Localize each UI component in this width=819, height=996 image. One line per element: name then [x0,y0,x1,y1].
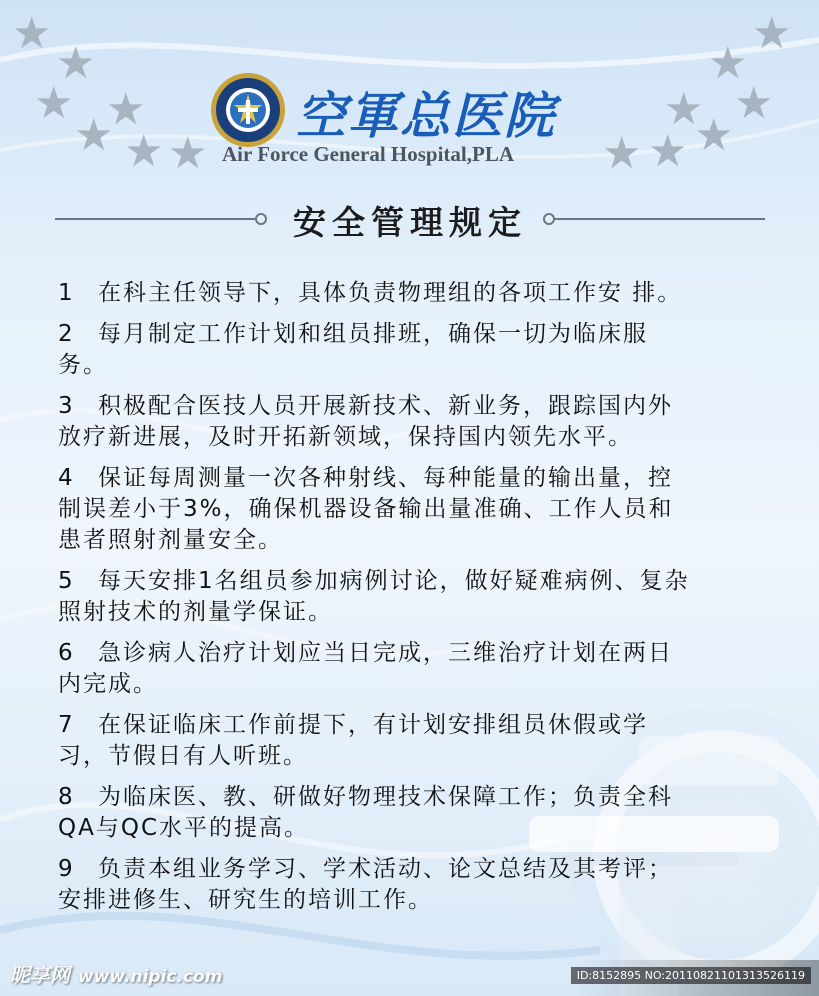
rule-text: 每月制定工作计划和组员排班，确保一切为临床服 [98,321,648,347]
star-icon: ★ [708,38,748,89]
rule-line [58,741,778,772]
watermark-url: www.nipic.com [78,967,223,987]
rule-item [58,782,778,844]
rule-text: QA与QC水平的提高。 [58,815,310,841]
rule-item [58,566,778,628]
rule-text: 每天安排1名组员参加病例讨论，做好疑难病例、复杂 [98,568,690,594]
rule-line [58,782,778,813]
star-icon: ★ [602,128,642,179]
rule-line [58,710,778,741]
title-row [55,195,765,245]
star-icon: ★ [664,84,704,135]
page-title: 安全管理规定 [293,203,527,242]
hospital-name-en: Air Force General Hospital,PLA [222,142,515,166]
star-icon: ★ [74,110,114,161]
rule-line [58,669,778,700]
rule-number: 4 [58,465,75,491]
rule-line [58,350,778,381]
hospital-header [210,70,590,170]
rule-line [58,638,778,669]
rule-item [58,710,778,772]
star-icon: ★ [648,126,688,177]
rules-list [58,278,778,916]
star-icon: ★ [106,84,146,135]
rule-text: 照射技术的剂量学保证。 [58,599,333,625]
rule-text: 制误差小于3%，确保机器设备输出量准确、工作人员和 [58,496,674,522]
rule-line [58,422,778,453]
rule-line [58,813,778,844]
rule-number: 5 [58,568,75,594]
rule-number: 7 [58,712,75,738]
rule-text: 保证每周测量一次各种射线、每种能量的输出量，控 [98,465,673,491]
rule-text: 急诊病人治疗计划应当日完成，三维治疗计划在两日 [98,640,673,666]
rule-item [58,463,778,556]
rule-number: 1 [58,280,75,306]
rule-line [58,854,778,885]
rule-line [58,597,778,628]
rule-text: 患者照射剂量安全。 [58,527,283,553]
rule-line [58,391,778,422]
rule-number: 2 [58,321,75,347]
rule-text: 安排进修生、研究生的培训工作。 [58,887,433,913]
rule-text: 内完成。 [58,671,158,697]
image-id-badge: ID:8152895 NO:20110821101313526119 [571,967,811,984]
star-icon: ★ [56,38,96,89]
rule-text: 在科主任领导下，具体负责物理组的各项工作安 排。 [98,280,683,306]
star-icon: ★ [168,128,208,179]
star-icon: ★ [752,8,792,59]
rule-number: 6 [58,640,75,666]
rule-text: 务。 [58,352,108,378]
rule-number: 8 [58,784,75,810]
rule-text: 放疗新进展，及时开拓新领域，保持国内领先水平。 [58,424,633,450]
title-divider-right [555,218,765,220]
star-icon: ★ [124,126,164,177]
rule-line [58,566,778,597]
title-divider-dot [543,213,555,225]
rule-item [58,319,778,381]
rule-line [58,885,778,916]
rule-item [58,854,778,916]
rule-line [58,525,778,556]
rule-item [58,391,778,453]
rule-item [58,278,778,309]
watermark-bar [0,960,819,996]
rule-number: 3 [58,393,75,419]
star-icon: ★ [12,8,52,59]
watermark-logo [10,959,222,988]
rule-line [58,278,778,309]
star-icon: ★ [734,78,774,129]
watermark-logo-text: 昵享网 [10,963,70,987]
star-icon: ★ [34,78,74,129]
rule-text: 在保证临床工作前提下，有计划安排组员休假或学 [98,712,648,738]
rule-text: 积极配合医技人员开展新技术、新业务，跟踪国内外 [98,393,673,419]
hospital-name-cn: 空軍总医院 [296,86,556,145]
rule-text: 习，节假日有人听班。 [58,743,308,769]
rule-line [58,463,778,494]
rule-text: 为临床医、教、研做好物理技术保障工作；负责全科 [98,784,673,810]
rule-item [58,638,778,700]
rule-line [58,494,778,525]
star-icon: ★ [694,110,734,161]
hospital-emblem-icon [210,72,286,148]
rule-number: 9 [58,856,75,882]
rule-line [58,319,778,350]
rule-text: 负责本组业务学习、学术活动、论文总结及其考评； [98,856,673,882]
